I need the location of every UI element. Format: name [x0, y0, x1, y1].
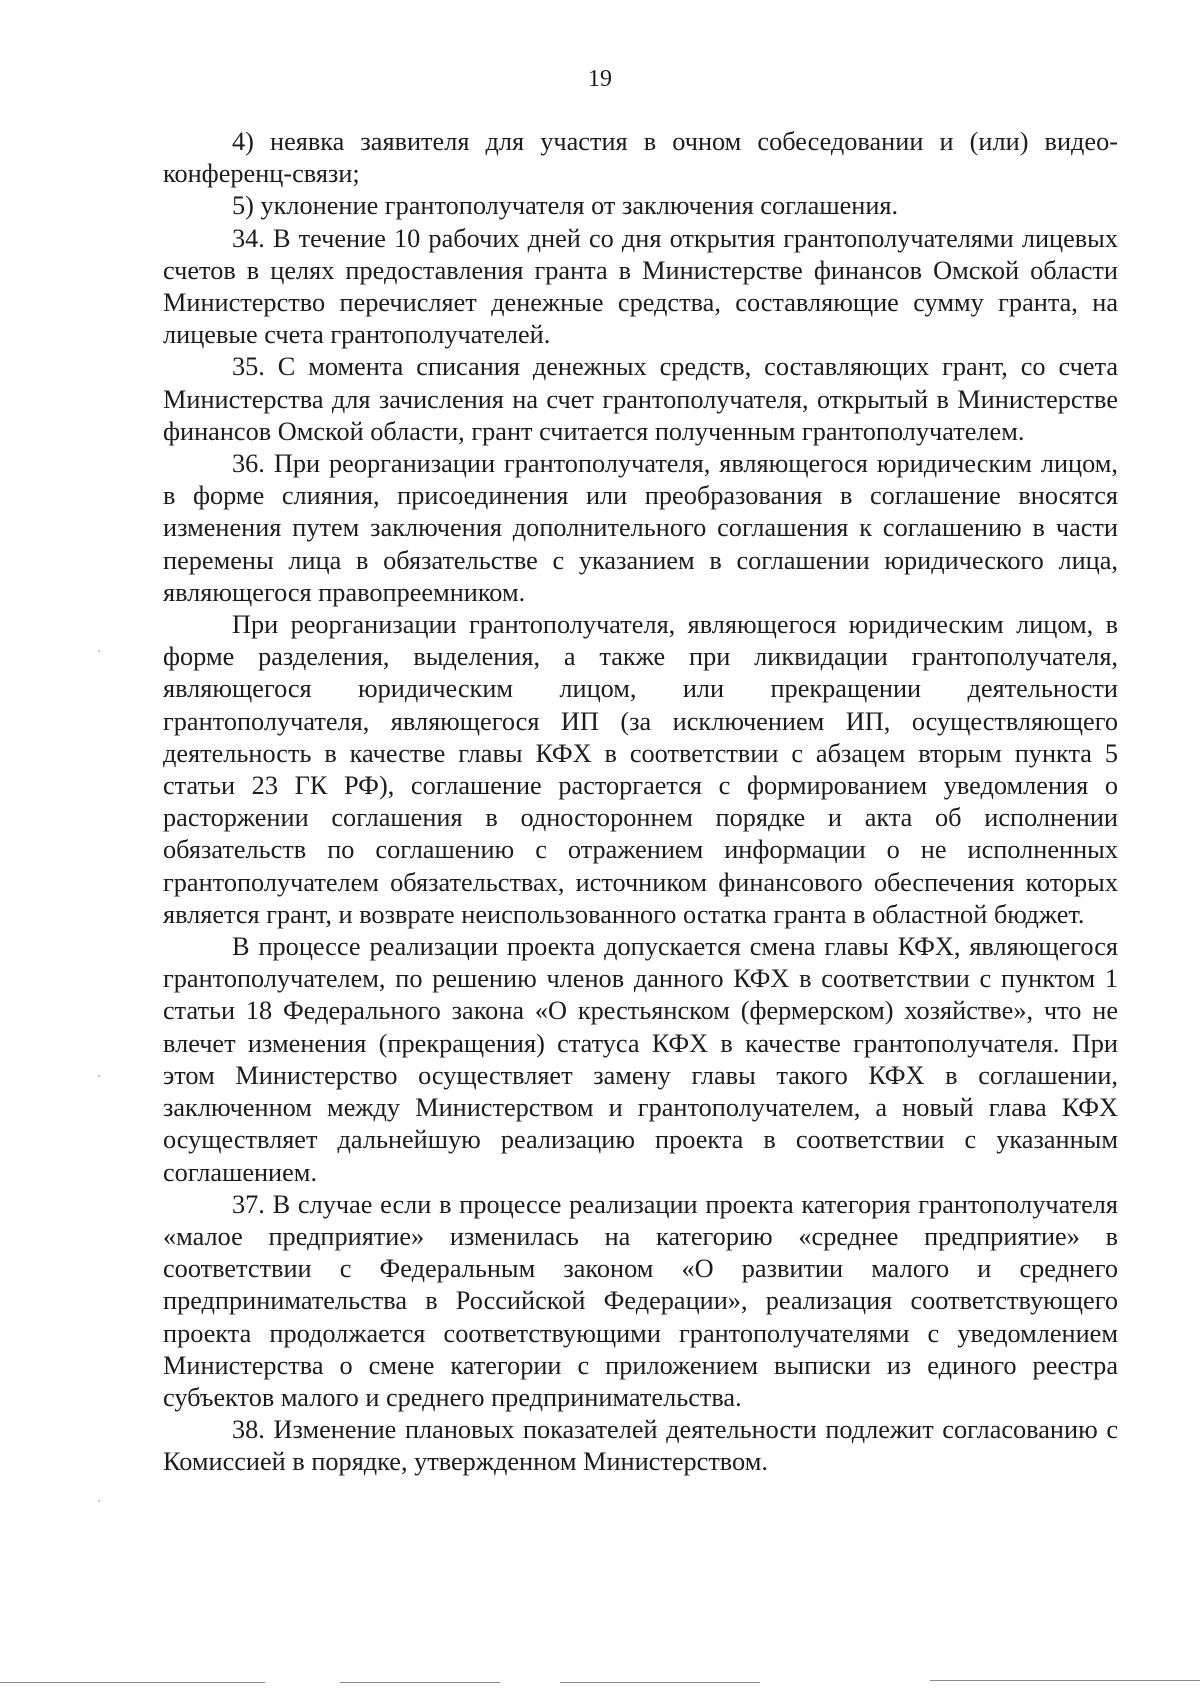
paragraph-34: 34. В течение 10 рабочих дней со дня открытия грантополучателями лицевых счетов в целях предоставления гранта в Министерстве финансов Омской области Министерство перечисляет денежные средства, составляющие сумму гранта, на лицевые счета грантополучателей. [163, 223, 1118, 350]
paragraph-35: 35. С момента списания денежных средств, составляющих грант, со счета Министерства для зачисления на счет грантополучателя, открытый в Министерстве финансов Омской области, грант считается полученным грантополучателем. [163, 352, 1118, 446]
paragraph-36-head-change: В процессе реализации проекта допускается смена главы КФХ, являющегося грантополучателем, по решению членов данного КФХ в соответствии с пунктом 1 статьи 18 Федерального закона «О крестьянском (фермерском) хозяйстве», что не влечет изменения (прекращения) статуса КФХ в качестве грантополучателя. При этом Министерство осуществляет замену главы такого КФХ в соглашении, заключенном между Министерством и грантополучателем, а новый глава КФХ осуществляет дальнейшую реализацию проекта в соответствии с указанным соглашением. [163, 932, 1118, 1187]
scan-artifact-line [340, 1682, 500, 1683]
paragraph-37: 37. В случае если в процессе реализации проекта категория грантополучателя «малое предприятие» изменилась на категорию «среднее предприятие» в соответствии с Федеральным законом «О развитии малого и среднего предпринимательства в Российской Федерации», реализация соответствующего проекта продолжается соответствующими грантополучателями с уведомлением Министерства о смене категории с приложением выписки из единого реестра субъектов малого и среднего предпринимательства. [163, 1189, 1118, 1412]
scan-speck [98, 650, 100, 652]
paragraph-38: 38. Изменение плановых показателей деятельности подлежит согласованию с Комиссией в порядке, утвержденном Министерством. [163, 1415, 1118, 1477]
scan-speck [98, 1075, 100, 1077]
scan-artifact-line [560, 1682, 760, 1683]
paragraph-item-5: 5) уклонение грантополучателя от заключения соглашения. [232, 191, 899, 221]
page-number: 19 [588, 66, 612, 92]
scan-speck [98, 1500, 100, 1502]
scan-artifact-line [930, 1680, 1200, 1681]
paragraph-36: 36. При реорганизации грантополучателя, являющегося юридическим лицом, в форме слияния, присоединения или преобразования в соглашение вносятся изменения путем заключения дополнительного соглашения к соглашению в части перемены лица в обязательстве с указанием в соглашении юридического лица, являющегося правопреемником. [163, 449, 1118, 607]
paragraph-36-reorganization: При реорганизации грантополучателя, являющегося юридическим лицом, в форме разделения, выделения, а также при ликвидации грантополучателя, являющегося юридическим лицом, или прекращении деятельности грантополучателя, являющегося ИП (за исключением ИП, осуществляющего деятельность в качестве главы КФХ в соответствии с абзацем вторым пункта 5 статьи 23 ГК РФ), соглашение расторгается с формированием уведомления о расторжении соглашения в одностороннем порядке и акта об исполнении обязательств по соглашению с отражением информации о не исполненных грантополучателем обязательствах, источником финансового обеспечения которых является грант, и возврате неиспользованного остатка гранта в областной бюджет. [163, 610, 1118, 929]
scan-artifact-line [0, 1682, 265, 1683]
paragraph-item-4: 4) неявка заявителя для участия в очном собеседовании и (или) видео-конференц-связи; [163, 127, 1118, 189]
document-body [163, 126, 1118, 1479]
